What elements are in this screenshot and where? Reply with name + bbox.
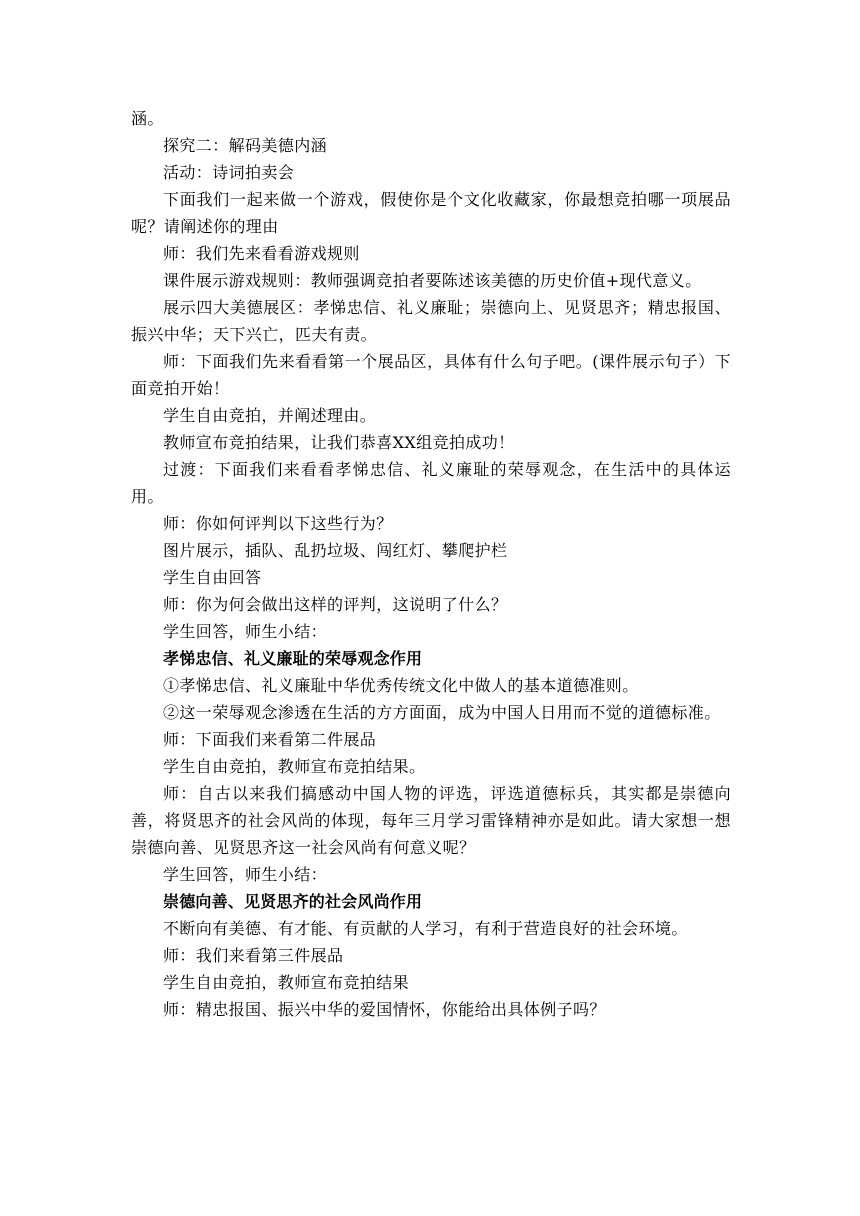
paragraph: 师：自古以来我们搞感动中国人物的评选，评选道德标兵，其实都是崇德向善，将贤思齐的社会风尚的体现，每年三月学习雷锋精神亦是如此。请大家想一想崇德向善、见贤思齐这一社会风尚有何意义呢？	[131, 784, 731, 857]
paragraph: 图片展示，插队、乱扔垃圾、闯红灯、攀爬护栏	[163, 541, 508, 560]
document-page	[131, 105, 731, 1023]
paragraph: 师：下面我们来看第二件展品	[163, 730, 377, 749]
paragraph: 师：你如何评判以下这些行为？	[163, 514, 393, 533]
paragraph: 师：你为何会做出这样的评判，这说明了什么？	[163, 595, 508, 614]
activity-title: 活动：诗词拍卖会	[163, 163, 295, 182]
paragraph: 师：我们先来看看游戏规则	[163, 244, 360, 263]
paragraph: 不断向有美德、有才能、有贡献的人学习，有利于营造良好的社会环境。	[163, 919, 688, 938]
paragraph: 师：我们来看第三件展品	[163, 946, 344, 965]
paragraph: 学生回答，师生小结：	[163, 865, 328, 884]
summary-heading: 崇德向善、见贤思齐的社会风尚作用	[163, 892, 423, 911]
paragraph: ①孝悌忠信、礼义廉耻中华优秀传统文化中做人的基本道德准则。	[163, 676, 639, 695]
paragraph: 教师宣布竞拍结果，让我们恭喜XX组竞拍成功！	[163, 433, 515, 452]
paragraph: 展示四大美德展区：孝悌忠信、礼义廉耻；崇德向上、见贤思齐；精忠报国、振兴中华；天下兴亡，匹夫有责。	[131, 298, 731, 344]
paragraph: 师：精忠报国、振兴中华的爱国情怀，你能给出具体例子吗？	[163, 1000, 606, 1019]
paragraph: 学生自由竞拍，并阐述理由。	[163, 406, 377, 425]
paragraph: 课件展示游戏规则：教师强调竞拍者要陈述该美德的历史价值+现代意义。	[163, 271, 702, 290]
paragraph: ②这一荣辱观念渗透在生活的方方面面，成为中国人日用而不觉的道德标准。	[163, 703, 721, 722]
paragraph: 学生回答，师生小结：	[163, 622, 328, 641]
paragraph: 学生自由竞拍，教师宣布竞拍结果	[163, 973, 410, 992]
paragraph: 涵。	[131, 109, 164, 128]
paragraph: 学生自由竞拍，教师宣布竞拍结果。	[163, 757, 426, 776]
summary-heading: 孝悌忠信、礼义廉耻的荣辱观念作用	[163, 649, 423, 668]
paragraph: 师：下面我们先来看看第一个展品区，具体有什么句子吧。(课件展示句子）下面竞拍开始！	[131, 352, 731, 398]
paragraph: 下面我们一起来做一个游戏，假使你是个文化收藏家，你最想竞拍哪一项展品呢？请阐述你的理由	[131, 190, 731, 236]
paragraph: 学生自由回答	[163, 568, 262, 587]
section-heading: 探究二：解码美德内涵	[163, 136, 328, 155]
paragraph: 过渡：下面我们来看看孝悌忠信、礼义廉耻的荣辱观念，在生活中的具体运用。	[131, 460, 731, 506]
